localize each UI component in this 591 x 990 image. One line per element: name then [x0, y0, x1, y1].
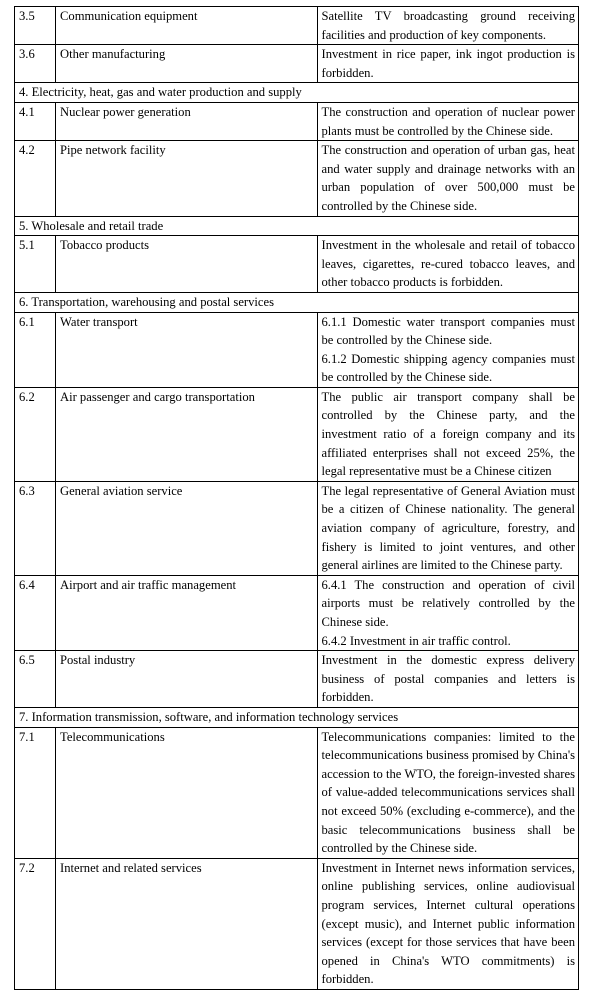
item-number: 7.1 [15, 727, 56, 858]
item-number: 6.5 [15, 651, 56, 708]
section-heading: 7. Information transmission, software, and information technology services [15, 707, 579, 727]
item-description [317, 45, 579, 83]
item-category: Nuclear power generation [56, 102, 318, 140]
description-paragraph: The construction and operation of urban gas, heat and water supply and drainage networks with an urban population of over 500,000 must be controlled by the Chinese side. [321, 143, 575, 213]
item-description [317, 141, 579, 216]
item-description [317, 651, 579, 708]
description-paragraph: Investment in rice paper, ink ingot production is forbidden. [321, 47, 575, 80]
table-row [15, 236, 579, 293]
section-row [15, 707, 579, 727]
section-row [15, 216, 579, 236]
description-paragraph: The public air transport company shall be controlled by the Chinese party, and the investment ratio of a foreign company and its affiliated enterprises shall not exceed 25%, the legal representative must be a Chinese citizen [321, 389, 575, 479]
section-heading: 4. Electricity, heat, gas and water production and supply [15, 83, 579, 103]
description-paragraph: The legal representative of General Aviation must be a citizen of Chinese nationality. The general aviation company of agriculture, forestry, and fishery is limited to joint ventures, and other general airlines are limited to the Chinese party. [321, 483, 575, 573]
description-paragraph: 6.1.2 Domestic shipping agency companies must be controlled by the Chinese side. [321, 351, 575, 385]
item-number: 3.6 [15, 45, 56, 83]
table-row [15, 141, 579, 216]
item-category: Communication equipment [56, 7, 318, 45]
table-row [15, 45, 579, 83]
table-row [15, 387, 579, 481]
item-number: 6.1 [15, 312, 56, 387]
description-paragraph: 6.4.2 Investment in air traffic control. [321, 633, 511, 648]
section-row [15, 83, 579, 103]
item-category: Pipe network facility [56, 141, 318, 216]
table-row [15, 651, 579, 708]
item-description [317, 7, 579, 45]
item-category: Water transport [56, 312, 318, 387]
item-description [317, 858, 579, 989]
item-description [317, 575, 579, 650]
section-heading: 5. Wholesale and retail trade [15, 216, 579, 236]
description-paragraph: Investment in Internet news information services, online publishing services, online audiovisual program services, Internet cultural operations (except music), and Internet public information services (except for those services that have been opened in China's WTO commitments) is forbidden. [321, 860, 575, 987]
table-row [15, 727, 579, 858]
table-row [15, 7, 579, 45]
description-paragraph: Satellite TV broadcasting ground receiving facilities and production of key components. [321, 9, 575, 42]
item-description [317, 481, 579, 575]
item-category: Airport and air traffic management [56, 575, 318, 650]
table-row [15, 481, 579, 575]
item-category: General aviation service [56, 481, 318, 575]
item-number: 4.2 [15, 141, 56, 216]
description-paragraph: Telecommunications companies: limited to the telecommunications business promised by China's accession to the WTO, the foreign-invested shares of value-added telecommunications services shall not exceed 50% (excluding e-commerce), and the basic telecommunications business shall be controlled by the Chinese side. [321, 729, 575, 856]
item-category: Internet and related services [56, 858, 318, 989]
item-description [317, 102, 579, 140]
description-paragraph: 6.4.1 The construction and operation of civil airports must be relatively controlled by the Chinese side. [321, 577, 575, 629]
description-paragraph: 6.1.1 Domestic water transport companies must be controlled by the Chinese side. [321, 314, 575, 348]
item-category: Telecommunications [56, 727, 318, 858]
table-row [15, 575, 579, 650]
item-description [317, 236, 579, 293]
item-description [317, 387, 579, 481]
item-category: Postal industry [56, 651, 318, 708]
restriction-table [14, 6, 579, 990]
item-number: 6.4 [15, 575, 56, 650]
description-paragraph: Investment in the domestic express delivery business of postal companies and letters is forbidden. [321, 653, 575, 705]
item-category: Other manufacturing [56, 45, 318, 83]
section-heading: 6. Transportation, warehousing and postal services [15, 292, 579, 312]
item-number: 4.1 [15, 102, 56, 140]
table-body [15, 7, 579, 990]
item-category: Air passenger and cargo transportation [56, 387, 318, 481]
item-number: 6.2 [15, 387, 56, 481]
description-paragraph: Investment in the wholesale and retail of tobacco leaves, cigarettes, re-cured tobacco leaves, and other tobacco products is forbidden. [321, 238, 575, 290]
description-paragraph: The construction and operation of nuclear power plants must be controlled by the Chinese side. [321, 104, 575, 138]
item-number: 3.5 [15, 7, 56, 45]
item-category: Tobacco products [56, 236, 318, 293]
table-row [15, 312, 579, 387]
table-row [15, 102, 579, 140]
section-row [15, 292, 579, 312]
item-description [317, 727, 579, 858]
item-number: 7.2 [15, 858, 56, 989]
item-number: 6.3 [15, 481, 56, 575]
item-description [317, 312, 579, 387]
item-number: 5.1 [15, 236, 56, 293]
table-row [15, 858, 579, 989]
